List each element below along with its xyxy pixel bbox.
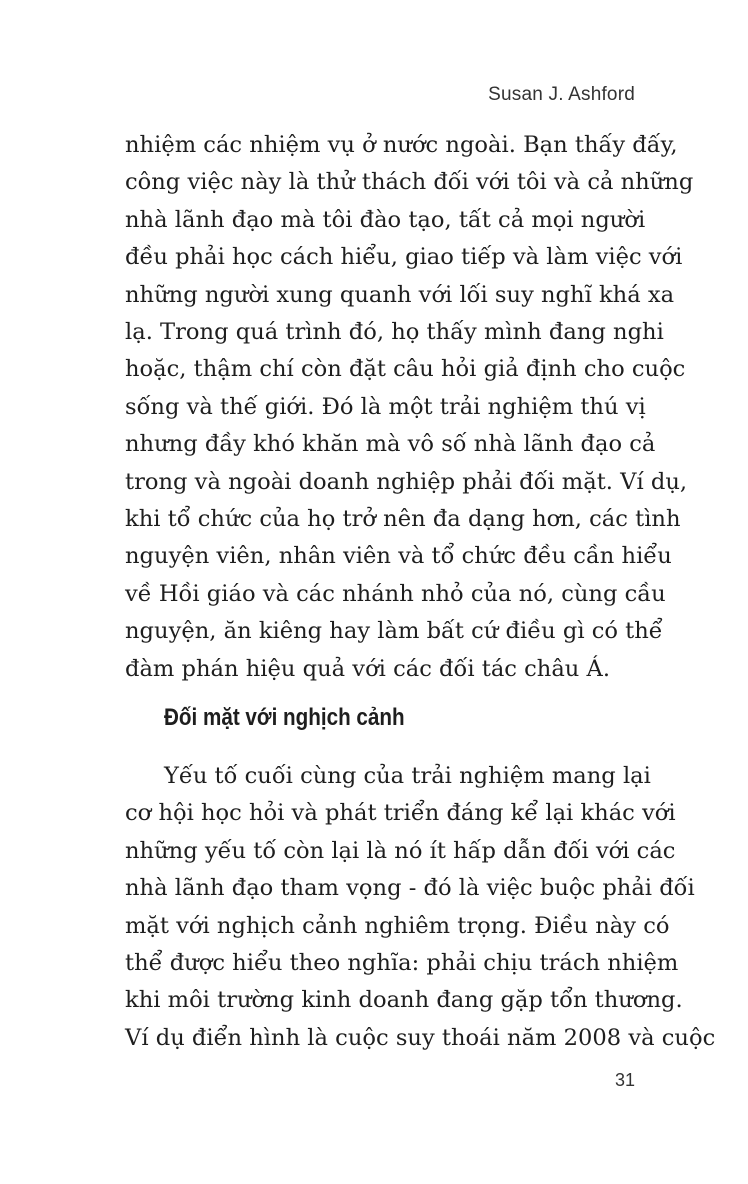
text-line: khi môi trường kinh doanh đang gặp tổn thương.: [125, 987, 683, 1014]
text-line: cơ hội học hỏi và phát triển đáng kể lại khác với: [125, 800, 676, 827]
text-line: Yếu tố cuối cùng của trải nghiệm mang lại: [164, 763, 651, 789]
text-line: đàm phán hiệu quả với các đối tác châu Á.: [125, 655, 611, 682]
body-paragraph-1: [125, 127, 694, 688]
text-line: lạ. Trong quá trình đó, họ thấy mình đang nghi: [125, 319, 664, 346]
text-line: mặt với nghịch cảnh nghiêm trọng. Điều này có: [125, 912, 670, 939]
body-paragraph-2: [125, 758, 716, 1057]
text-line: công việc này là thử thách đối với tôi và cả những: [125, 169, 694, 196]
text-line: nguyện viên, nhân viên và tổ chức đều cần hiểu: [125, 543, 672, 570]
text-line: những người xung quanh với lối suy nghĩ khá xa: [125, 281, 675, 308]
page-number: 31: [614, 1070, 635, 1090]
text-line: thể được hiểu theo nghĩa: phải chịu trách nhiệm: [125, 950, 679, 977]
text-line: về Hồi giáo và các nhánh nhỏ của nó, cùng cầu: [125, 580, 666, 607]
text-line: nhà lãnh đạo mà tôi đào tạo, tất cả mọi người: [125, 206, 646, 233]
text-line: nhiệm các nhiệm vụ ở nước ngoài. Bạn thấy đấy,: [125, 132, 678, 158]
text-line: nhưng đầy khó khăn mà vô số nhà lãnh đạo cả: [125, 431, 656, 458]
section-heading: Đối mặt với nghịch cảnh: [164, 704, 405, 731]
text-line: những yếu tố còn lại là nó ít hấp dẫn đối với các: [125, 837, 676, 864]
text-line: nguyện, ăn kiêng hay làm bất cứ điều gì có thể: [125, 618, 663, 645]
text-line: hoặc, thậm chí còn đặt câu hỏi giả định cho cuộc: [125, 356, 686, 383]
text-line: nhà lãnh đạo tham vọng - đó là việc buộc phải đối: [125, 875, 695, 902]
text-line: trong và ngoài doanh nghiệp phải đối mặt. Ví dụ,: [125, 468, 688, 495]
text-line: đều phải học cách hiểu, giao tiếp và làm việc với: [125, 244, 683, 271]
text-line: Ví dụ điển hình là cuộc suy thoái năm 2008 và cuộc: [125, 1024, 716, 1051]
text-line: khi tổ chức của họ trở nên đa dạng hơn, các tình: [125, 506, 681, 533]
running-header-author: Susan J. Ashford: [488, 84, 635, 105]
text-line: sống và thế giới. Đó là một trải nghiệm thú vị: [125, 393, 646, 420]
